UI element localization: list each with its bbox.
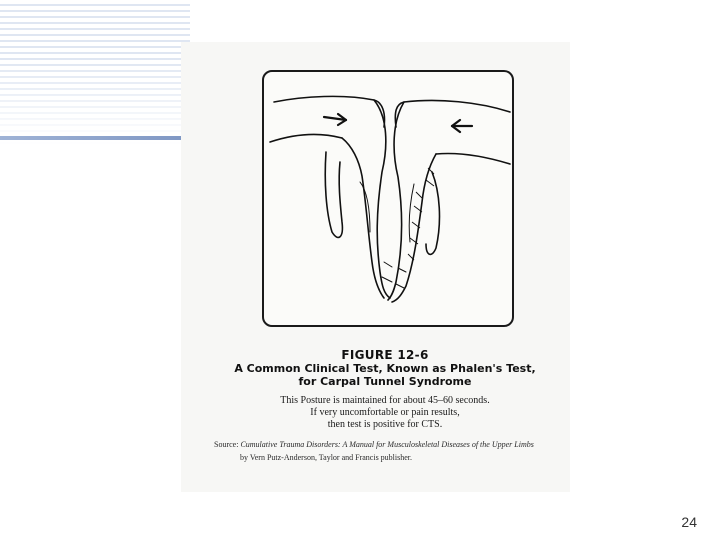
phalens-test-illustration	[262, 70, 514, 327]
right-forearm-top	[395, 100, 510, 127]
page-number: 24	[681, 514, 697, 530]
caption-line3: then test is positive for CTS.	[327, 419, 443, 430]
figure-title-line2: for Carpal Tunnel Syndrome	[298, 375, 472, 388]
left-hand-back	[374, 100, 390, 298]
source-title: Cumulative Trauma Disorders: A Manual for Musculoskeletal Diseases of the Upper Limbs	[240, 440, 534, 449]
left-thumb	[325, 152, 342, 237]
figure-number: FIGURE 12-6	[341, 348, 429, 362]
figure-title-line1: A Common Clinical Test, Known as Phalen's Test,	[234, 362, 536, 375]
source-citation	[214, 440, 564, 449]
caption-line2: If very uncomfortable or pain results,	[310, 407, 460, 418]
left-forearm-top	[274, 96, 385, 127]
stripes-fade	[0, 0, 190, 145]
source-author: by Vern Putz-Anderson, Taylor and Francis publisher.	[240, 453, 413, 462]
accent-bar	[0, 136, 185, 140]
right-forearm-bottom	[436, 153, 510, 164]
left-forearm-bottom	[270, 135, 342, 142]
source-label: Source:	[214, 440, 239, 449]
caption-line1: This Posture is maintained for about 45–60 seconds.	[280, 395, 490, 406]
hands-drawing	[264, 72, 512, 325]
right-fingers	[426, 172, 439, 254]
